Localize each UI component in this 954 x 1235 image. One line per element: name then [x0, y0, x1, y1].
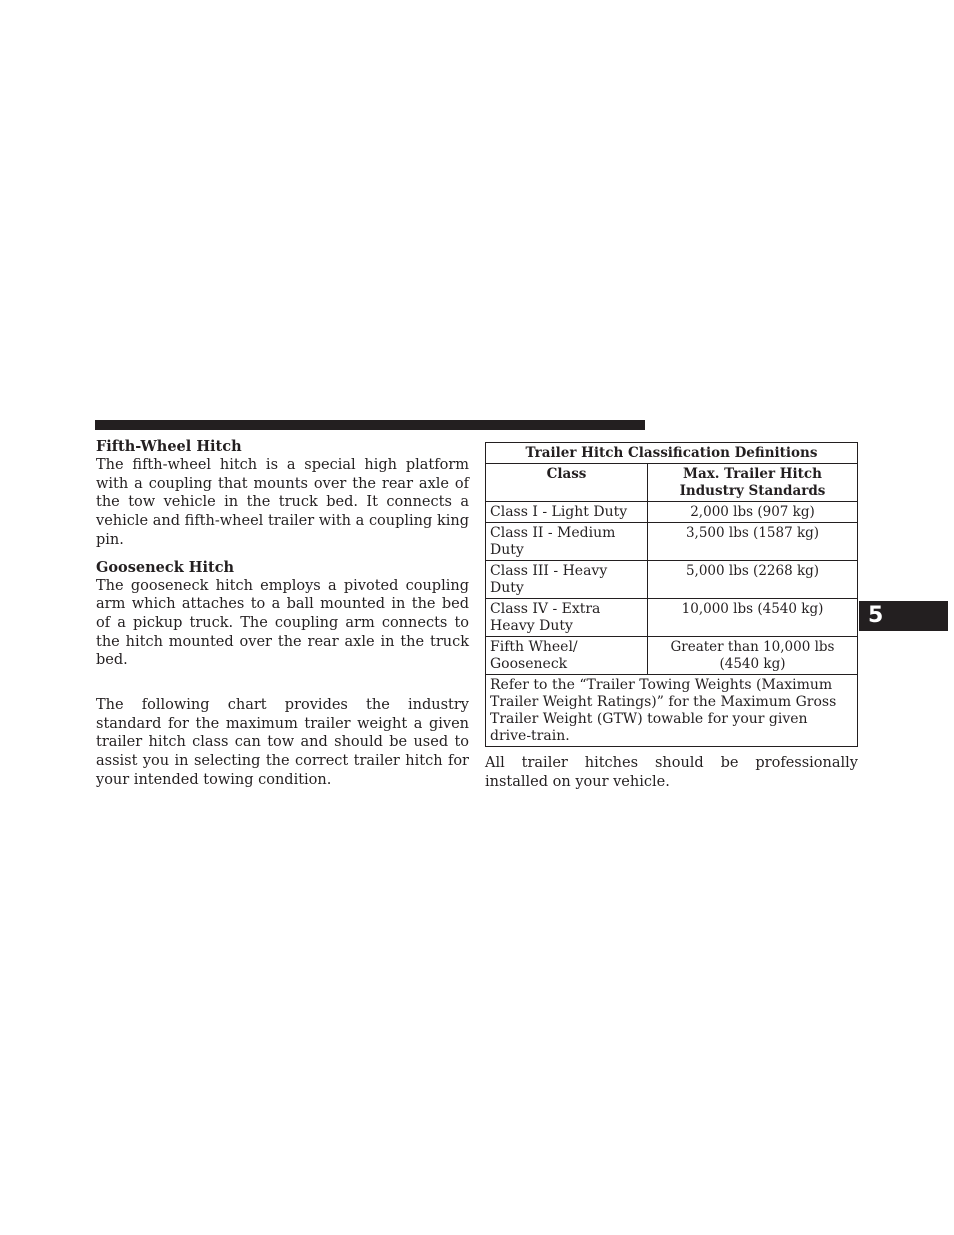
- gooseneck-paragraph: The gooseneck hitch employs a pivoted coupling arm which attaches to a ball mounted in the bed of a pickup truck. The coupling arm connects to the hitch mounted over the rear axle in the truck bed.: [96, 577, 469, 669]
- chapter-number: 5: [868, 603, 884, 628]
- table-row: [486, 523, 858, 561]
- gooseneck-heading: Gooseneck Hitch: [96, 558, 235, 576]
- fifth-wheel-paragraph: The fifth-wheel hitch is a special high platform with a coupling that mounts over the rear axle of the tow vehicle in the truck bed. It connects a vehicle and fifth-wheel trailer with a coupling king pin.: [96, 457, 469, 548]
- table-row: [486, 599, 858, 637]
- section-divider-bar: [95, 420, 645, 430]
- column-header-class: Class: [486, 464, 648, 502]
- column-header-max: Max. Trailer Hitch Industry Standards: [648, 464, 858, 502]
- class-cell: Fifth Wheel/ Gooseneck: [486, 637, 648, 675]
- max-cell: 5,000 lbs (2268 kg): [648, 561, 858, 599]
- fifth-wheel-heading: Fifth-Wheel Hitch: [96, 438, 242, 455]
- table-row: [486, 561, 858, 599]
- max-cell: 3,500 lbs (1587 kg): [648, 523, 858, 561]
- chart-intro-paragraph: The following chart provides the industry standard for the maximum trailer weight a given trailer hitch class can tow and should be used to assist you in selecting the correct trailer hitch for your intended towing condition.: [96, 697, 469, 788]
- hitch-classification-table: [485, 442, 858, 747]
- table-row: [486, 502, 858, 523]
- max-cell: Greater than 10,000 lbs (4540 kg): [648, 637, 858, 675]
- max-cell: 10,000 lbs (4540 kg): [648, 599, 858, 637]
- class-cell: Class II - Medium Duty: [486, 523, 648, 561]
- class-cell: Class I - Light Duty: [486, 502, 648, 523]
- chapter-tab: [859, 601, 948, 631]
- left-column: [96, 438, 469, 790]
- class-cell: Class III - Heavy Duty: [486, 561, 648, 599]
- class-cell: Class IV - Extra Heavy Duty: [486, 599, 648, 637]
- table-note: Refer to the “Trailer Towing Weights (Maximum Trailer Weight Ratings)” for the Maximum Gross Trailer Weight (GTW) towable for your given drive-train.: [486, 675, 858, 747]
- table-row: [486, 637, 858, 675]
- right-column: [485, 442, 858, 791]
- table-title: Trailer Hitch Classification Definitions: [486, 443, 858, 464]
- installation-paragraph: All trailer hitches should be professionally installed on your vehicle.: [485, 755, 858, 790]
- max-cell: 2,000 lbs (907 kg): [648, 502, 858, 523]
